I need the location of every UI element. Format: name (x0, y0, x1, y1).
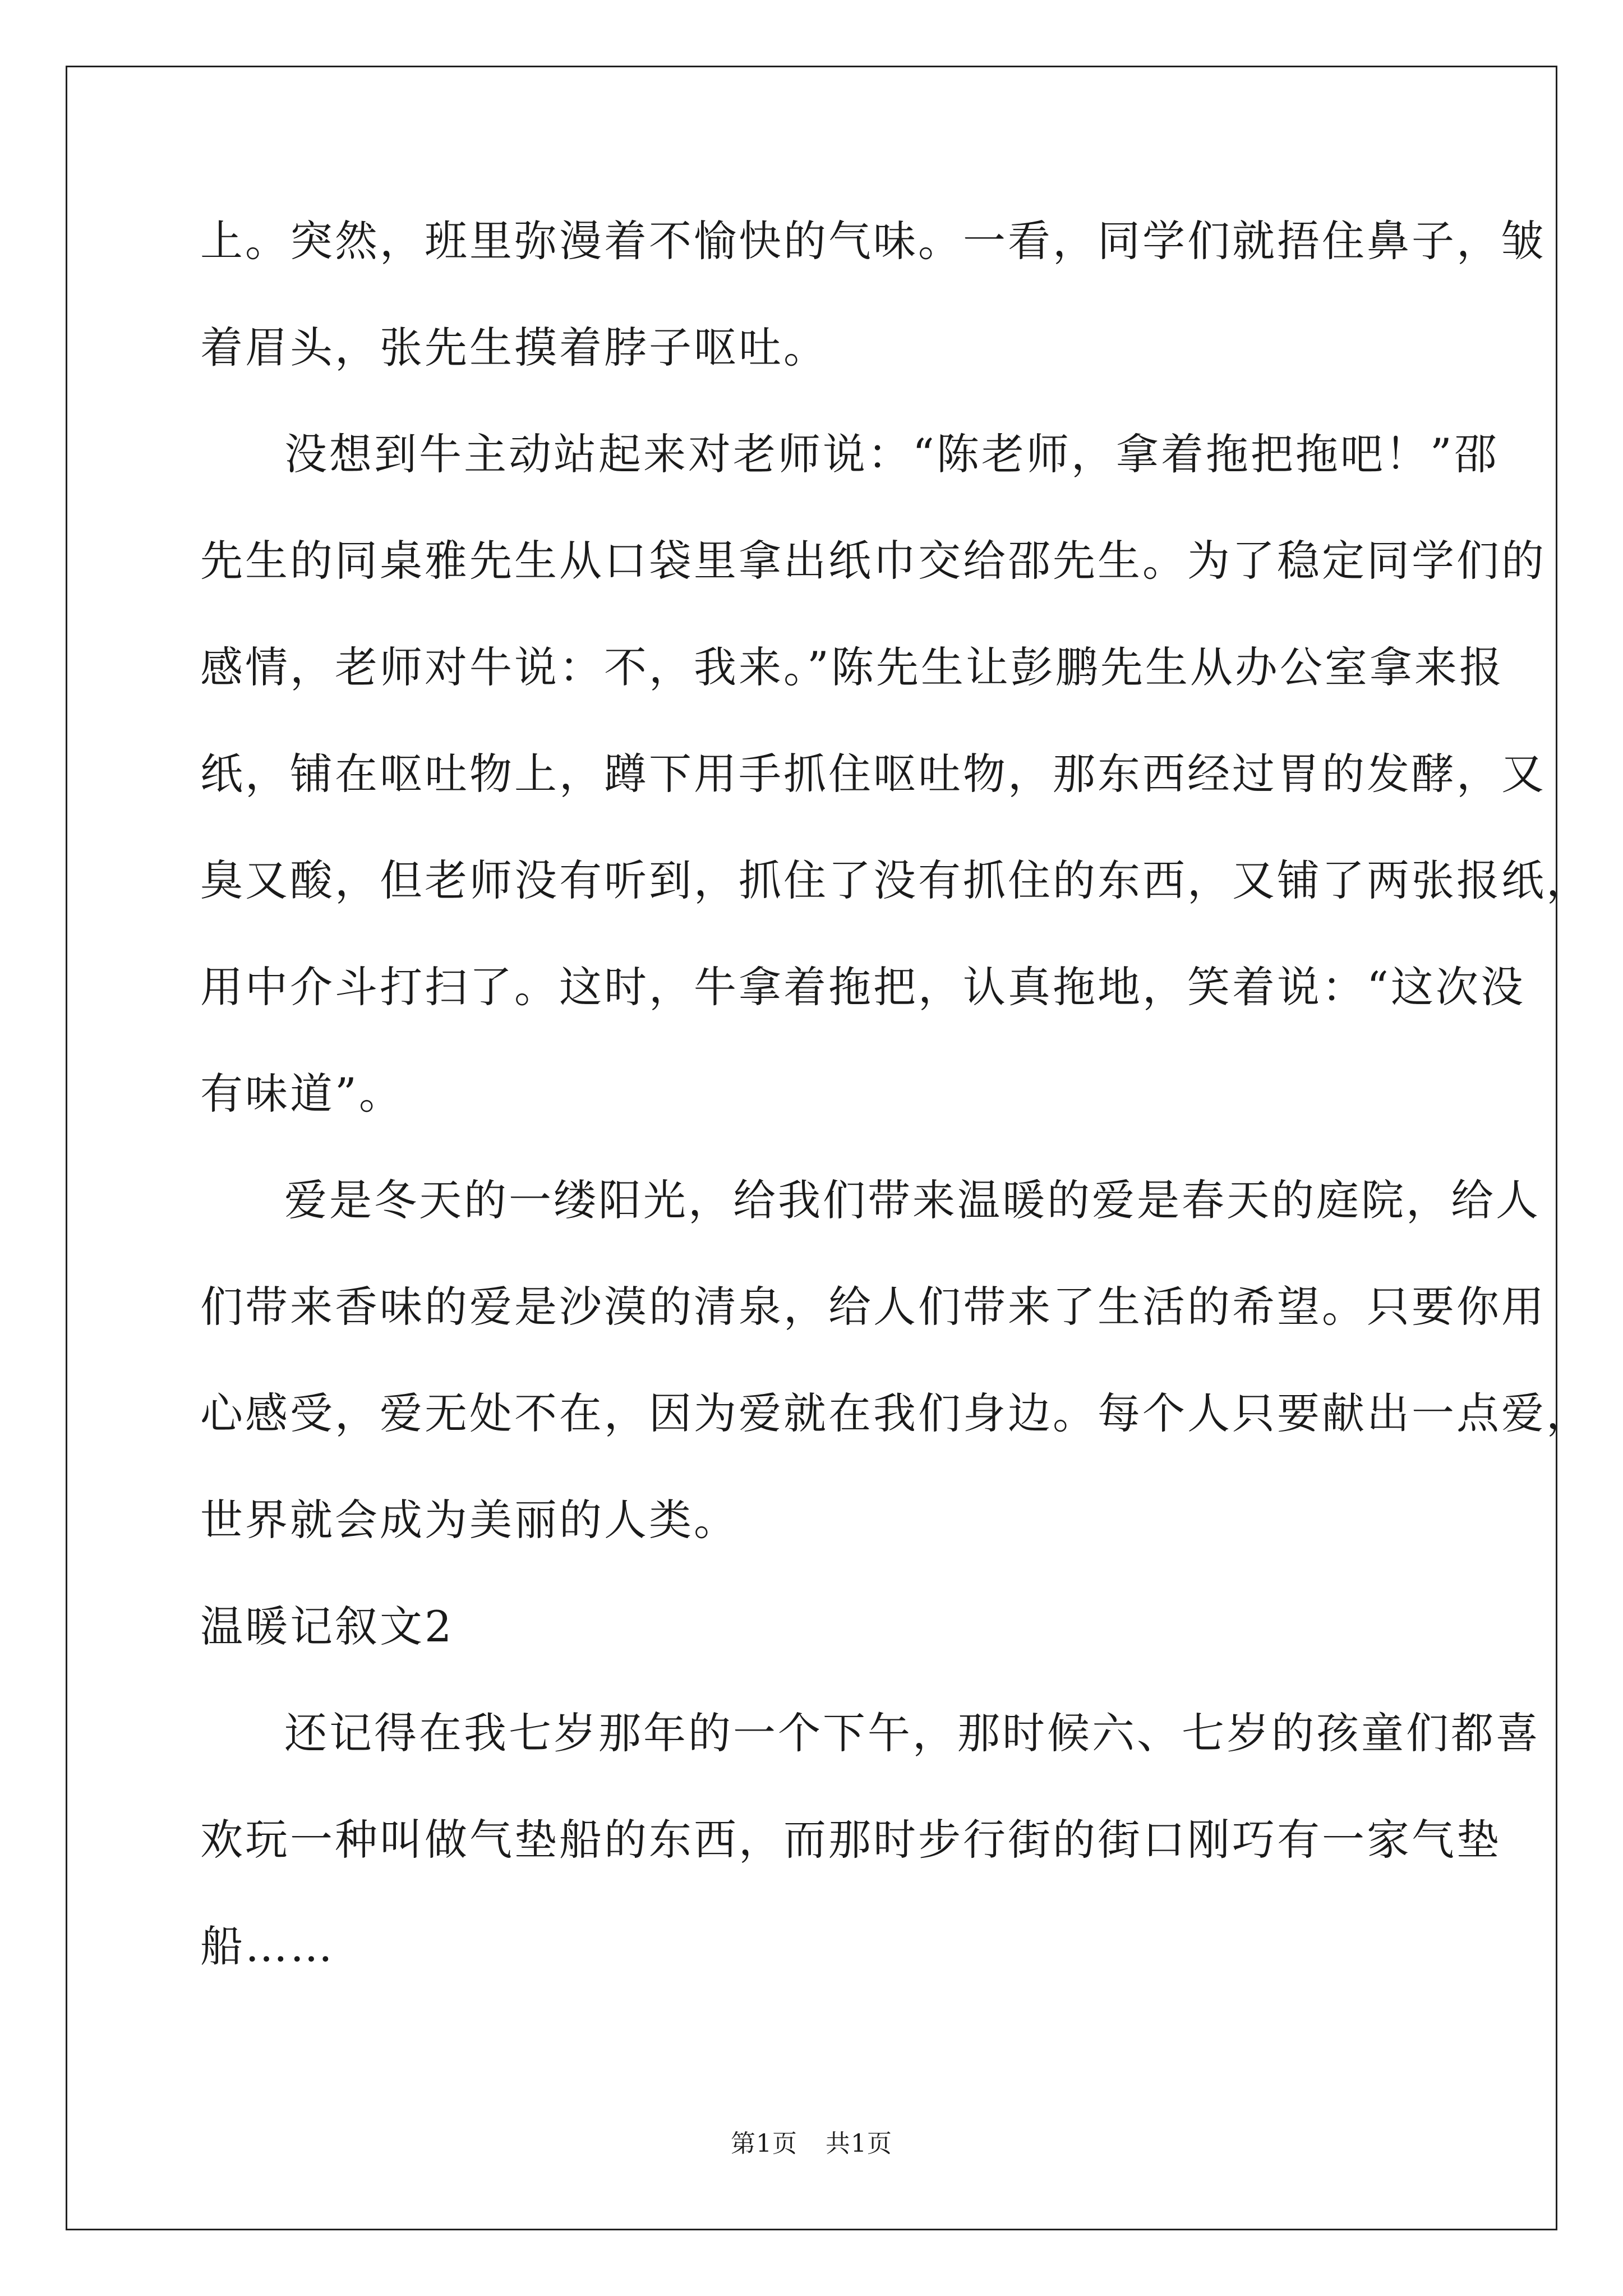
text-line: 纸，铺在呕吐物上，蹲下用手抓住呕吐物，那东西经过胃的发酵，又 (200, 749, 1546, 799)
text-line: 用中介斗打扫了。这时，牛拿着拖把，认真拖地，笑着说：“这次没 (200, 962, 1525, 1012)
text-line: 心感受，爱无处不在，因为爱就在我们身边。每个人只要献出一点爱， (200, 1388, 1591, 1438)
paragraph-start-line: 爱是冬天的一缕阳光，给我们带来温暖的爱是春天的庭院，给人 (284, 1175, 1541, 1225)
text-line: 上。突然，班里弥漫着不愉快的气味。一看，同学们就捂住鼻子，皱 (200, 216, 1546, 266)
text-line: 有味道”。 (200, 1069, 404, 1119)
section-heading: 温暖记叙文2 (200, 1602, 454, 1651)
paragraph-start-line: 没想到牛主动站起来对老师说：“陈老师，拿着拖把拖吧！”邵 (284, 429, 1499, 479)
text-line: 着眉头，张先生摸着脖子呕吐。 (200, 323, 828, 372)
page-total: 共1页 (826, 2129, 892, 2158)
text-line: 们带来香味的爱是沙漠的清泉，给人们带来了生活的希望。只要你用 (200, 1282, 1546, 1332)
text-line: 世界就会成为美丽的人类。 (200, 1495, 739, 1545)
page-number: 第1页 (731, 2129, 797, 2158)
paragraph-start-line: 还记得在我七岁那年的一个下午，那时候六、七岁的孩童们都喜 (284, 1708, 1541, 1758)
text-line: 臭又酸，但老师没有听到，抓住了没有抓住的东西，又铺了两张报纸， (200, 855, 1591, 905)
text-line: 船…… (200, 1921, 335, 1971)
text-line: 感情，老师对牛说：不，我来。”陈先生让彭鹏先生从办公室拿来报 (200, 642, 1504, 692)
text-line: 先生的同桌雅先生从口袋里拿出纸巾交给邵先生。为了稳定同学们的 (200, 536, 1546, 586)
page-footer (0, 2127, 1623, 2161)
document-body (200, 213, 1591, 2025)
text-line: 欢玩一种叫做气垫船的东西，而那时步行街的街口刚巧有一家气垫 (200, 1815, 1501, 1865)
